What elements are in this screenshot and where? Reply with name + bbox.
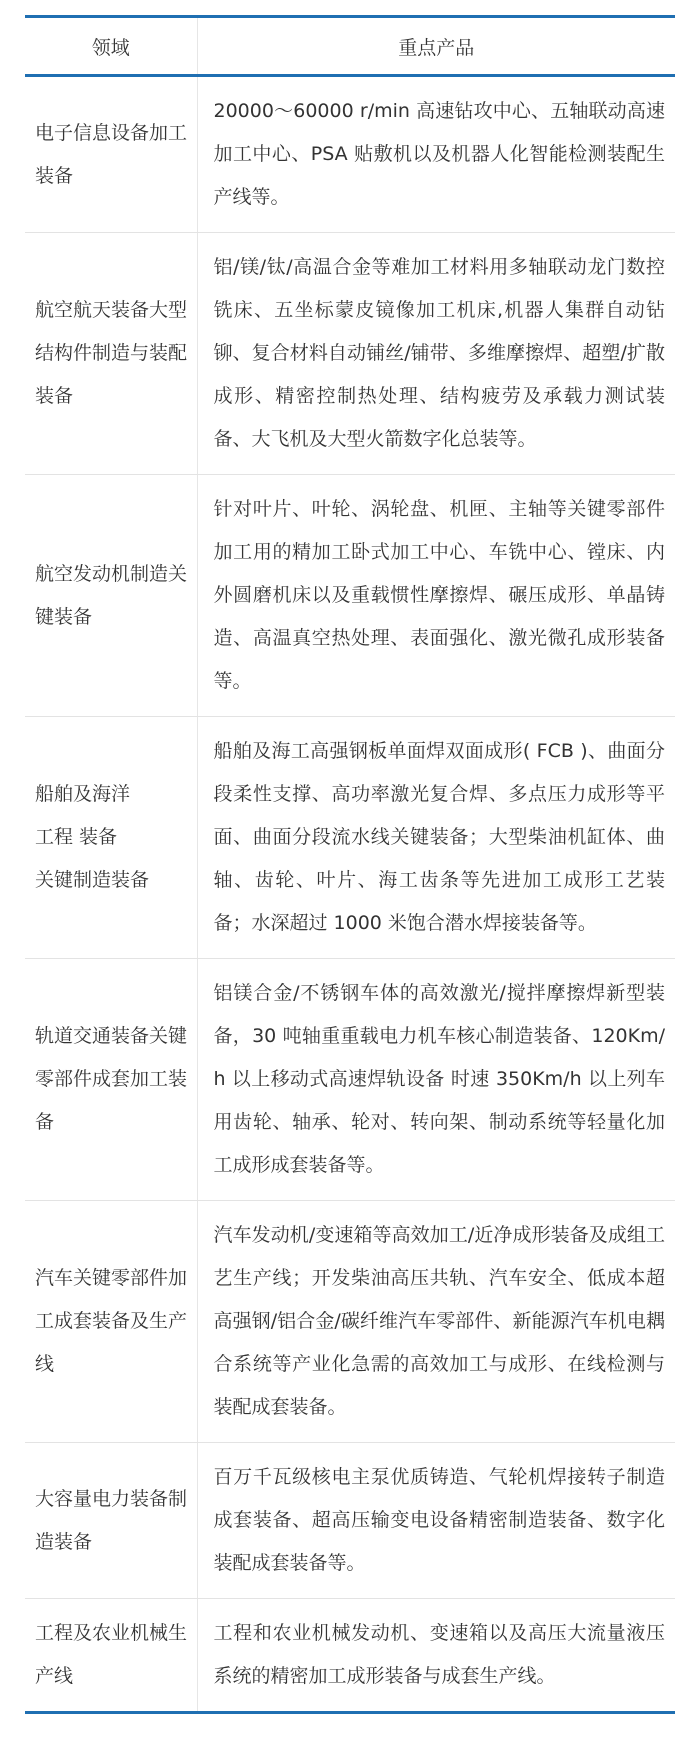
table-row (25, 1599, 675, 1713)
table-row (25, 475, 675, 717)
table-row (25, 76, 675, 233)
table-row (25, 959, 675, 1201)
header-row (25, 18, 675, 76)
header-field: 领域 (25, 18, 197, 76)
table-row (25, 1443, 675, 1599)
row-products-aero-engine: 针对叶片、叶轮、涡轮盘、机匣、主轴等关键零部件加工用的精加工卧式加工中心、车铣中心、镗床、内外圆磨机床以及重载惯性摩擦焊、碾压成形、单晶铸造、高温真空热处理、表面强化、激光微孔成形装备等。 (197, 475, 675, 717)
field-line: 关键制造装备 (35, 869, 150, 891)
field-line: 船舶及海洋 (35, 783, 131, 805)
row-field-machinery: 工程及农业机械生产线 (25, 1599, 197, 1713)
row-field-power: 大容量电力装备制造装备 (25, 1443, 197, 1599)
table-row (25, 1201, 675, 1443)
row-field-automotive: 汽车关键零部件加工成套装备及生产线 (25, 1201, 197, 1443)
row-products-power: 百万千瓦级核电主泵优质铸造、气轮机焊接转子制造成套装备、超高压输变电设备精密制造装备、数字化装配成套装备等。 (197, 1443, 675, 1599)
row-field-shipbuilding (25, 717, 197, 959)
key-products-table (25, 15, 675, 1714)
table-row (25, 233, 675, 475)
row-products-machinery: 工程和农业机械发动机、变速箱以及高压大流量液压系统的精密加工成形装备与成套生产线。 (197, 1599, 675, 1713)
row-products-electronics: 20000～60000 r/min 高速钻攻中心、五轴联动高速加工中心、PSA 贴敷机以及机器人化智能检测装配生产线等。 (197, 76, 675, 233)
row-products-aerospace: 铝/镁/钛/高温合金等难加工材料用多轴联动龙门数控铣床、五坐标蒙皮镜像加工机床,机器人集群自动钻铆、复合材料自动铺丝/铺带、多维摩擦焊、超塑/扩散成形、精密控制热处理、结构疲劳及承载力测试装备、大飞机及大型火箭数字化总装等。 (197, 233, 675, 475)
row-products-shipbuilding: 船舶及海工高强钢板单面焊双面成形( FCB )、曲面分段柔性支撑、高功率激光复合焊、多点压力成形等平面、曲面分段流水线关键装备；大型柴油机缸体、曲轴、齿轮、叶片、海工齿条等先进加工成形工艺装备；水深超过 1000 米饱合潜水焊接装备等。 (197, 717, 675, 959)
row-products-rail: 铝镁合金/不锈钢车体的高效激光/搅拌摩擦焊新型装备，30 吨轴重重载电力机车核心制造装备、120Km/h 以上移动式高速焊轨设备 时速 350Km/h 以上列车用齿轮、轴承、轮对、转向架、制动系统等轻量化加工成形成套装备等。 (197, 959, 675, 1201)
header-products: 重点产品 (197, 18, 675, 76)
row-field-aero-engine: 航空发动机制造关键装备 (25, 475, 197, 717)
row-field-aerospace: 航空航天装备大型结构件制造与装配装备 (25, 233, 197, 475)
row-field-electronics: 电子信息设备加工装备 (25, 76, 197, 233)
table-row (25, 717, 675, 959)
row-products-automotive: 汽车发动机/变速箱等高效加工/近净成形装备及成组工艺生产线；开发柴油高压共轨、汽车安全、低成本超高强钢/铝合金/碳纤维汽车零部件、新能源汽车机电耦合系统等产业化急需的高效加工与成形、在线检测与装配成套装备。 (197, 1201, 675, 1443)
row-field-rail: 轨道交通装备关键零部件成套加工装备 (25, 959, 197, 1201)
field-line: 工程 装备 (35, 826, 118, 848)
